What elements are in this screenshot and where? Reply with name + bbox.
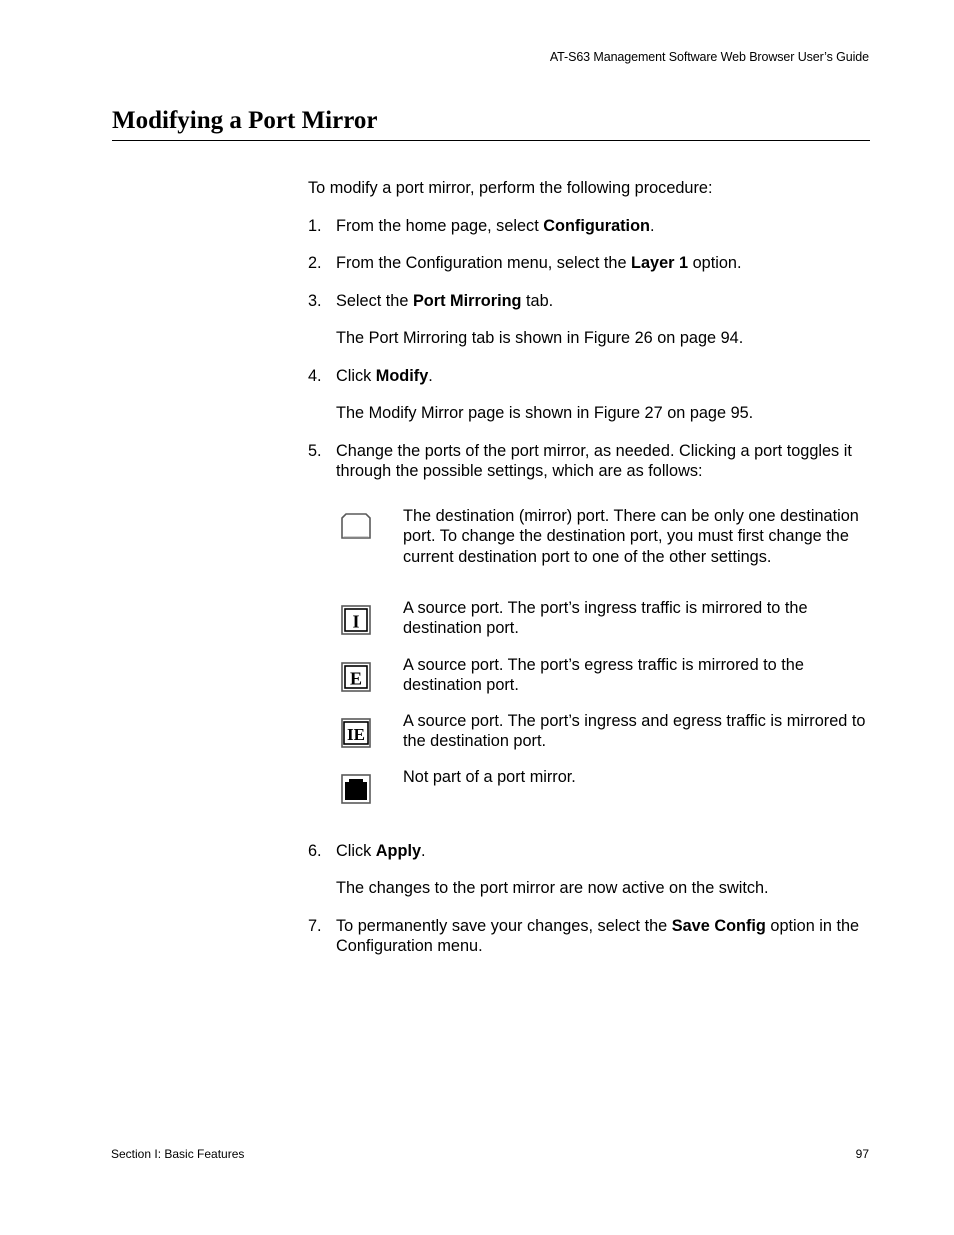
destination-port-icon: [340, 512, 372, 540]
running-header: AT-S63 Management Software Web Browser User’s Guide: [549, 50, 869, 64]
menu-name: Configuration: [543, 216, 650, 235]
step-text: Click Modify.: [336, 366, 433, 385]
footer-section: Section I: Basic Features: [111, 1147, 245, 1161]
step-1: [308, 216, 873, 237]
ingress-egress-source-port-icon: [340, 717, 372, 749]
step-number: 5.: [308, 441, 322, 460]
option-name: Layer 1: [631, 254, 689, 272]
step-text: To permanently save your changes, select the Save Config option in the Configuration menu.: [336, 916, 860, 955]
step-number: 7.: [308, 916, 322, 935]
step-number: 6.: [308, 841, 322, 860]
tab-name: Port Mirroring: [412, 291, 522, 310]
step-text: From the home page, select Configuration.: [336, 216, 655, 235]
option-name: Save Config: [671, 916, 766, 935]
step-2: [308, 253, 873, 274]
ingress-source-port-icon: [340, 604, 372, 636]
legend-description: Not part of a port mirror.: [403, 767, 576, 786]
legend-row-ingress-egress: [336, 711, 873, 767]
port-label: I: [352, 611, 360, 631]
procedure-body: [308, 178, 873, 974]
legend-description: A source port. The port’s egress traffic is mirrored to the destination port.: [403, 655, 804, 694]
not-mirrored-port-icon: [340, 773, 372, 805]
legend-description: A source port. The port’s ingress traffic is mirrored to the destination port.: [403, 598, 808, 637]
step-note: The Port Mirroring tab is shown in Figure 26 on page 94.: [336, 329, 744, 347]
port-label: E: [349, 668, 363, 688]
egress-source-port-icon: [340, 661, 372, 693]
legend-description: The destination (mirror) port. There can be only one destination port. To change the destination port, you must first change the current destination port to one of the other settings.: [403, 506, 859, 566]
legend-row-not-mirrored: [336, 767, 873, 811]
legend-row-egress: [336, 655, 873, 711]
step-text: From the Configuration menu, select the Layer 1 option.: [336, 254, 742, 272]
step-number: 3.: [308, 291, 322, 310]
port-label: IE: [347, 724, 365, 744]
step-note: The changes to the port mirror are now active on the switch.: [336, 879, 769, 897]
step-number: 2.: [308, 254, 322, 272]
step-3: [308, 291, 873, 349]
step-text: Change the ports of the port mirror, as needed. Clicking a port toggles it through the possible settings, which are as follows:: [336, 441, 852, 480]
button-name: Modify: [375, 366, 429, 385]
step-text: Select the Port Mirroring tab.: [336, 291, 554, 310]
button-name: Apply: [375, 841, 422, 860]
step-text: Click Apply.: [336, 841, 426, 860]
step-4: [308, 366, 873, 424]
step-5: [308, 441, 873, 811]
legend-description: A source port. The port’s ingress and egress traffic is mirrored to the destination port.: [403, 711, 866, 750]
step-7: [308, 916, 873, 957]
intro-text: To modify a port mirror, perform the following procedure:: [308, 179, 713, 197]
step-note: The Modify Mirror page is shown in Figure 27 on page 95.: [336, 404, 754, 422]
step-number: 1.: [308, 216, 322, 235]
section-title: Modifying a Port Mirror: [112, 106, 870, 141]
legend-row-ingress: [336, 598, 873, 655]
page-number: 97: [855, 1147, 869, 1161]
legend-row-destination: [336, 506, 873, 598]
port-settings-legend: [336, 506, 873, 811]
step-number: 4.: [308, 366, 322, 385]
step-6: [308, 841, 873, 899]
